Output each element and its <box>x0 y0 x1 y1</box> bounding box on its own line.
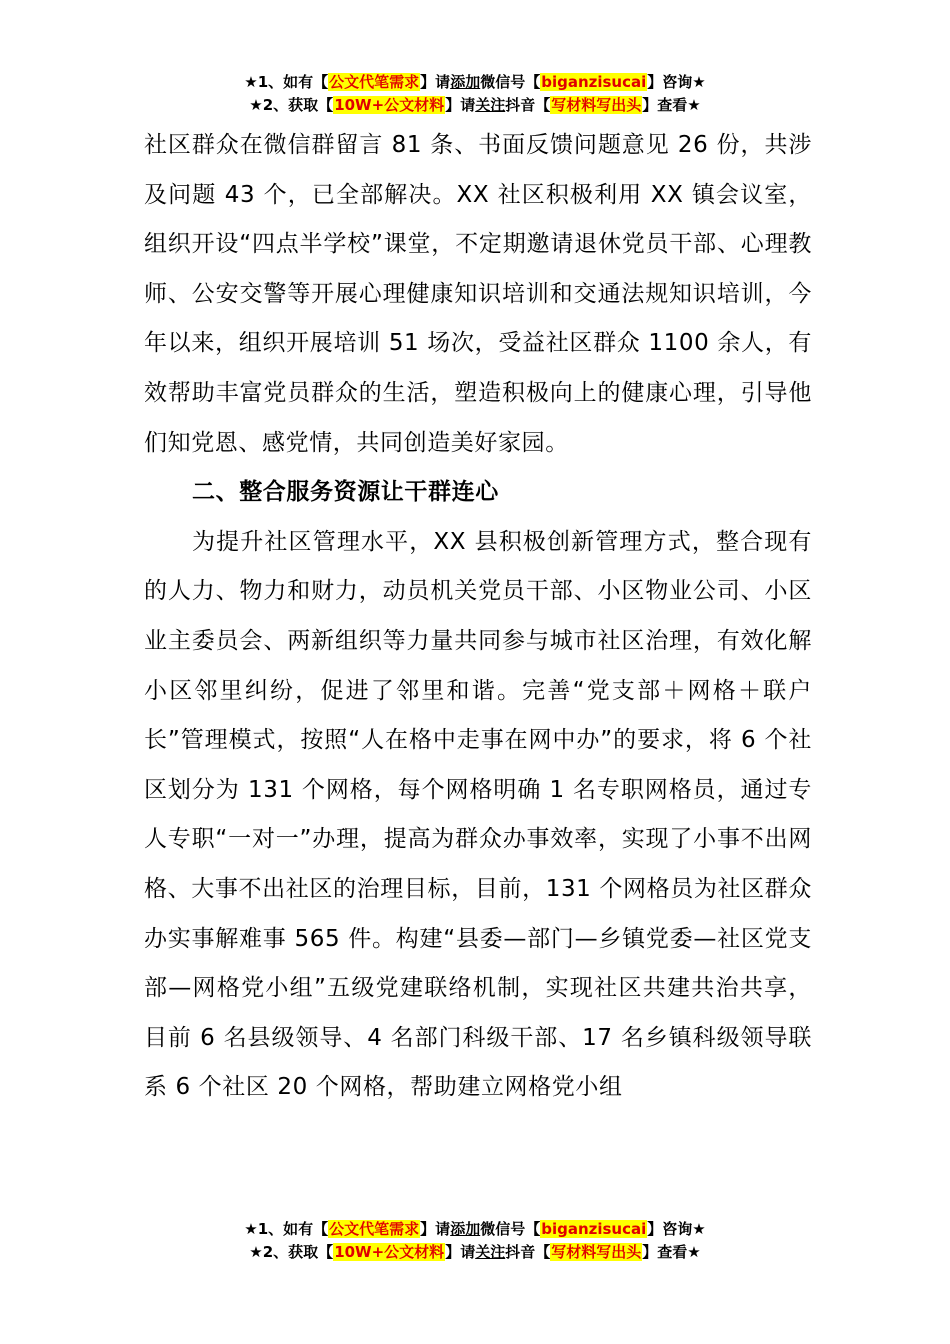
bottom-banner <box>0 1218 950 1264</box>
banner-line-2 <box>0 1241 950 1264</box>
banner-text: 】请 <box>445 96 476 114</box>
banner-text: 抖音【 <box>505 96 551 114</box>
highlight-wechat-id: biganzisucai <box>541 1220 647 1238</box>
banner-text: 抖音【 <box>505 1243 551 1261</box>
banner-text: ★2、获取【 <box>249 96 334 114</box>
banner-line-2 <box>0 94 950 117</box>
banner-text: ★1、如有【 <box>244 73 329 91</box>
paragraph-1: 社区群众在微信群留言 81 条、书面反馈问题意见 26 份，共涉及问题 43 个，已全部解决。XX 社区积极利用 XX 镇会议室，组织开设“四点半学校”课堂，不定期邀请退休党员干部、心理教师、公安交警等开展心理健康知识培训和交通法规知识培训，今年以来，组织开展培训 51 场次，受益社区群众 1100 余人，有效帮助丰富党员群众的生活，塑造积极向上的健康心理，引导他们知党恩、感党情，共同创造美好家园。 <box>144 132 812 456</box>
top-banner <box>0 71 950 117</box>
banner-text: 】请 <box>445 1243 476 1261</box>
highlight-douyin: 写材料写出头 <box>551 96 642 114</box>
banner-text: 】咨询★ <box>647 1220 706 1238</box>
highlight-wechat-id: biganzisucai <box>541 73 647 91</box>
highlight-materials: 10W+公文材料 <box>334 1243 445 1261</box>
highlight-service: 公文代笔需求 <box>329 1220 420 1238</box>
banner-text: 微信号【 <box>480 1220 541 1238</box>
underlined-word: 关注 <box>475 1243 506 1261</box>
banner-text: 】咨询★ <box>647 73 706 91</box>
banner-text: 】请 <box>420 73 451 91</box>
banner-text: ★1、如有【 <box>244 1220 329 1238</box>
underlined-word: 关注 <box>475 96 506 114</box>
banner-text: 】查看★ <box>642 96 701 114</box>
banner-text: 】请 <box>420 1220 451 1238</box>
banner-text: 微信号【 <box>480 73 541 91</box>
paragraph-2: 为提升社区管理水平，XX 县积极创新管理方式，整合现有的人力、物力和财力，动员机关党员干部、小区物业公司、小区业主委员会、两新组织等力量共同参与城市社区治理，有效化解小区邻里纠纷，促进了邻里和谐。完善“党支部＋网格＋联户长”管理模式，按照“人在格中走事在网中办”的要求，将 6 个社区划分为 131 个网格，每个网格明确 1 名专职网格员，通过专人专职“一对一”办理，提高为群众办事效率，实现了小事不出网格、大事不出社区的治理目标，目前，131 个网格员为社区群众办实事解难事 565 件。构建“县委—部门—乡镇党委—社区党支部—网格党小组”五级党建联络机制，实现社区共建共治共享，目前 6 名县级领导、4 名部门科级干部、17 名乡镇科级领导联系 6 个社区 20 个网格，帮助建立网格党小组 <box>144 528 812 1101</box>
banner-line-1 <box>0 1218 950 1241</box>
section-heading-2: 二、整合服务资源让干群连心 <box>192 479 499 506</box>
banner-text: 】查看★ <box>642 1243 701 1261</box>
banner-text: ★2、获取【 <box>249 1243 334 1261</box>
highlight-douyin: 写材料写出头 <box>551 1243 642 1261</box>
underlined-word: 添加 <box>450 73 481 91</box>
highlight-materials: 10W+公文材料 <box>334 96 445 114</box>
underlined-word: 添加 <box>450 1220 481 1238</box>
highlight-service: 公文代笔需求 <box>329 73 420 91</box>
document-body <box>144 121 812 1113</box>
banner-line-1 <box>0 71 950 94</box>
